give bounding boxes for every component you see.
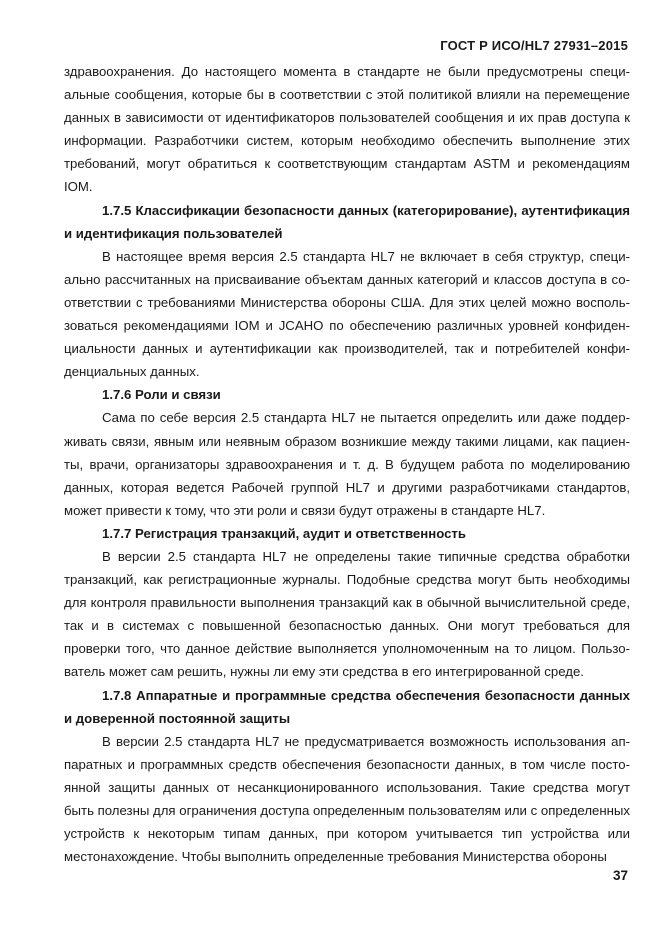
document-header: ГОСТ Р ИСО/HL7 27931–2015 [440, 38, 628, 53]
paragraph-1-7-5: В настоящее время версия 2.5 стандарта HL7 не включает в себя структур, специально рассчитанных на присваивание объектам данных категорий и классов доступа в соответствии с требованиями Министерства обороны США. Для этих целей можно воспользоваться рекомендациями IOM и JCAHO по обеспечению различных уровней конфиденциальности данных и аутентификации как производителей, так и потребителей конфиденциальных данных. [64, 248, 630, 380]
document-body [64, 60, 630, 868]
paragraph-1-7-7: В версии 2.5 стандарта HL7 не определены такие типичные средства обработки транзакций, как регистрационные журналы. Подобные средства могут быть необходимы для контроля правильности выполнения транзакций как в обычной вычислительной среде, так и в системах с повышенной безопасностью данных. Они могут требоваться для проверки того, что данное действие выполняется уполномоченным на то лицом. Пользователь может сам решить, нужны ли ему эти средства в его интегрированной среде. [64, 548, 630, 680]
paragraph-intro: здравоохранения. До настоящего момента в стандарте не были предусмотрены специальные сообщения, которые бы в соответствии с этой политикой влияли на перемещение данных в зависимости от идентификаторов пользователей сообщения и их прав доступа к информации. Разработчики систем, которым необходимо обеспечить выполнение этих требований, могут обратиться к соответствующим стандартам ASTM и рекомендациям IOM. [64, 64, 630, 195]
paragraph-1-7-6: Сама по себе версия 2.5 стандарта HL7 не пытается определить или даже поддерживать связи, явным или неявным образом возникшие между такими лицами, как пациенты, врачи, организаторы здравоохранения и т. д. В будущем работа по моделированию данных, которая ведется Рабочей группой HL7 и другими разработчиками стандартов, может привести к тому, что эти роли и связи будут отражены в стандарте HL7. [64, 410, 630, 518]
paragraph-1-7-8: В версии 2.5 стандарта HL7 не предусматривается возможность использования аппаратных и программных средств обеспечения безопасности данных, в том числе постоянной защиты данных от несанкционированного использования. Такие средства могут быть полезны для ограничения доступа определенным пользователям или с определенных устройств к некоторым типам данных, при котором учитывается тип устройства или местонахождение. Чтобы выполнить определенные требования Министерства обороны [64, 733, 630, 865]
section-heading-1-7-6: 1.7.6 Роли и связи [102, 387, 221, 403]
section-heading-1-7-5: 1.7.5 Классификации безопасности данных (категорирование), аутентификация и идентификация пользователей [64, 202, 630, 241]
section-heading-1-7-7: 1.7.7 Регистрация транзакций, аудит и ответственность [102, 525, 466, 541]
page-number: 37 [612, 868, 628, 883]
section-heading-1-7-8: 1.7.8 Аппаратные и программные средства обеспечения безопасности данных и доверенной постоянной защиты [64, 687, 630, 726]
